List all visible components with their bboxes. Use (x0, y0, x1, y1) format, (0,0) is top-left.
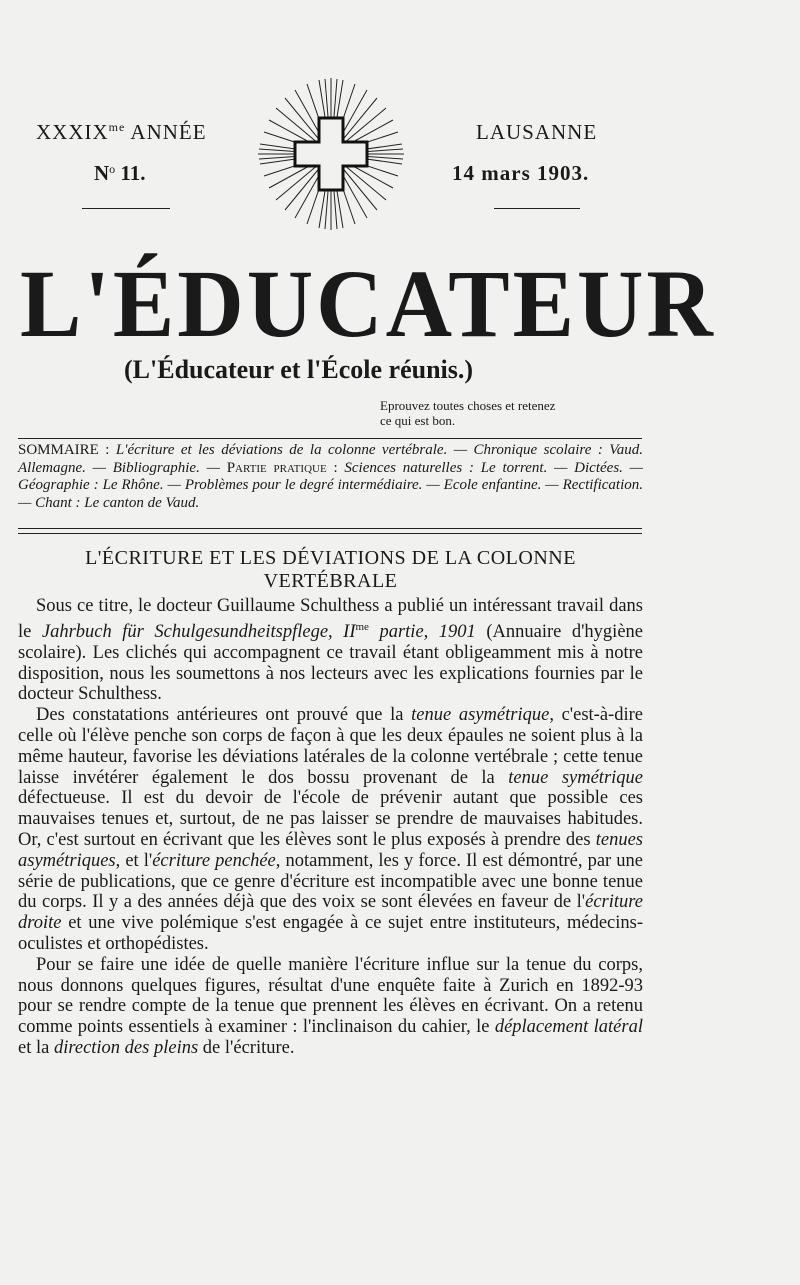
motto-line-1: Eprouvez toutes choses et retenez (380, 398, 556, 413)
article-title-line-1: L'ÉCRITURE ET LES DÉVIATIONS DE LA COLONNE (85, 547, 576, 569)
issue-date: 14 mars 1903. (452, 161, 590, 185)
journal-subtitle: (L'Éducateur et l'École réunis.) (124, 355, 474, 384)
volume-year: $XXXIX^{me}$ ANNÉE (36, 120, 207, 144)
paragraph-2: Des constatations antérieures ont prouvé que la tenue asymétrique, c'est-à-dire celle où l'élève penche son corps de façon à que les deux épaules ne soient plus à la même hauteur, favorise les déviations latérales de la colonne vertébrale ; cette tenue laisse invétérer également le dos bossu provenant de la tenue symétrique défectueuse. Il est du devoir de l'école de prévenir autant que possible ces mauvaises tenues et, surtout, de ne pas laisser se prendre de mauvaises habitudes. Or, c'est surtout en écrivant que les élèves sont le plus exposés à prendre des tenues asymétriques, et l'écriture penchée, notamment, les y force. Il est démontré, par une série de publications, que ce genre d'écriture est incompatible avec une bonne tenue du corps. Il y a des années déjà que des voix se sont élevées en faveur de l'écriture droite et une vive polémique s'est engagée à ce sujet entre instituteurs, médecins-oculistes et orthopédistes. (18, 705, 643, 954)
article-body (18, 596, 643, 1059)
paragraph-1: Sous ce titre, le docteur Guillaume Schulthess a publié un intéressant travail dans le Jahrbuch für Schulgesundheitspflege, $II^{me}$ partie, 1901 (Annuaire d'hygiène scolaire). Les clichés qui accompagnent ce travail étant obligeamment mis à notre disposition, nous les soumettons à nos lecteurs avec les explications fournies par le docteur Schulthess. (18, 596, 643, 705)
sommaire-label: SOMMAIRE : (18, 442, 116, 458)
journal-title: L'ÉDUCATEUR (20, 249, 716, 357)
sommaire-item-3: Sciences naturelles : Le torrent. — Dictées. — Géographie : Le Rhône. — Problèmes pour le degré intermédiaire. — Ecole enfantine. — Rectification. — Chant : Le canton de Vaud. (18, 459, 644, 511)
sommaire-top-rule (18, 438, 642, 439)
motto (380, 398, 630, 428)
article-title-line-2: VERTÉBRALE (263, 570, 398, 592)
sommaire-item-1: L'écriture et les déviations de la colonne vertébrale. — Chronique scolaire : Vaud. Allemagne. — Bibliographie. — (18, 442, 644, 476)
motto-line-2: ce qui est bon. (380, 413, 456, 428)
sommaire-bottom-rule-2 (18, 533, 642, 534)
city: LAUSANNE (476, 120, 598, 144)
sommaire-partie: Partie pratique (226, 459, 327, 476)
paragraph-3: Pour se faire une idée de quelle manière l'écriture influe sur la tenue du corps, nous donnons quelques figures, résultat d'une enquête faite à Zurich en 1892-93 pour se rendre compte de la tenue que prennent les élèves en écrivant. On a retenu comme points essentiels à examiner : l'inclinaison du cahier, le déplacement latéral et la direction des pleins de l'écriture. (18, 954, 643, 1058)
issue-number: $N^o$ 11. (94, 161, 146, 185)
swiss-cross-emblem (256, 76, 406, 232)
sommaire-bottom-rule-1 (18, 528, 642, 529)
sommaire-sep: : (326, 459, 345, 476)
header-rule-right (494, 208, 580, 209)
header-rule-left (82, 208, 170, 209)
sommaire (18, 442, 643, 512)
article-title (18, 547, 643, 593)
